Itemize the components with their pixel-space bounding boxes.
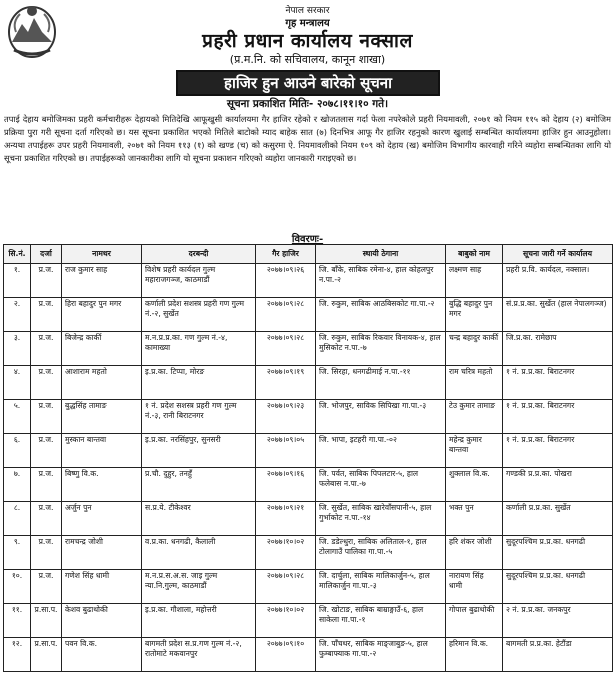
cell-posting: १ नं. प्रदेश सशस्त्र प्रहरी गण गुल्म नं.-३, रानी बिराटनगर: [142, 400, 256, 434]
cell-issuing-office: १ नं. प्र.प्र.का. बिराटनगर: [503, 400, 613, 434]
cell-absent-date: २०७७।०९।२३: [256, 400, 316, 434]
cell-absent-date: २०७७।१०।०२: [256, 604, 316, 638]
office-subtitle: (प्र.म.नि. को सचिवालय, कानून शाखा): [229, 53, 386, 66]
cell-serial: १२.: [4, 638, 31, 672]
cell-rank: प्र.ज.: [31, 332, 62, 366]
cell-posting: इ.प्र.का. गौशाला, महोत्तरी: [142, 604, 256, 638]
cell-posting: कर्णाली प्रदेश सशस्त्र प्रहरी गण गुल्म नं.-२, सुर्खेत: [142, 298, 256, 332]
cell-issuing-office: कर्णाली प्र.प्र.का. सुर्खेत: [503, 502, 613, 536]
cell-serial: ५.: [4, 400, 31, 434]
cell-address: जि. पाँचथर, साबिक माङ्जाबुङ-५, हाल फुम्बाफ्याक गा.पा.-२: [316, 638, 446, 672]
cell-name: अर्जुन पुन: [62, 502, 142, 536]
cell-serial: ९.: [4, 536, 31, 570]
cell-serial: ७.: [4, 468, 31, 502]
table-row: [4, 502, 613, 536]
cell-name: गणेश सिंह धामी: [62, 570, 142, 604]
cell-name: बुद्धसिंह तामाङ: [62, 400, 142, 434]
cell-rank: प्र.ज.: [31, 536, 62, 570]
cell-posting: प्र.चौ. दुहुर, तनहुँ: [142, 468, 256, 502]
cell-address: जि. दार्चुला, साबिक मालिकार्जुन-५, हाल मालिकार्जुन गा.पा.-३: [316, 570, 446, 604]
cell-rank: प्र.ज.: [31, 502, 62, 536]
cell-father-name: गोपाल बुढाथोकी: [446, 604, 503, 638]
cell-father-name: हरि शंकर जोशी: [446, 536, 503, 570]
cell-absent-date: २०७७।०९।२८: [256, 332, 316, 366]
cell-name: रामचन्द्र जोशी: [62, 536, 142, 570]
cell-father-name: नारायण सिंह धामी: [446, 570, 503, 604]
table-row: [4, 468, 613, 502]
table-row: [4, 366, 613, 400]
cell-rank: प्र.ज.: [31, 400, 62, 434]
ministry-name: गृह मन्त्रालय: [285, 18, 330, 29]
table-row: [4, 298, 613, 332]
cell-posting: म.न.प्र.प्र.का. गण गुल्म नं.-४, कामाख्या: [142, 332, 256, 366]
cell-serial: १.: [4, 264, 31, 298]
cell-absent-date: २०७७।०९।२८: [256, 570, 316, 604]
cell-rank: प्र.ज.: [31, 570, 62, 604]
cell-serial: ४.: [4, 366, 31, 400]
table-row: [4, 434, 613, 468]
notice-title: हाजिर हुन आउने बारेको सूचना: [176, 70, 440, 96]
cell-issuing-office: बागमती प्र.प्र.का. हेटौंडा: [503, 638, 613, 672]
cell-issuing-office: सुदूरपश्चिम प्र.प्र.का. धनगढी: [503, 570, 613, 604]
absentee-table: [3, 244, 613, 672]
cell-name: आशाराम महतो: [62, 366, 142, 400]
cell-absent-date: २०७७।०९।२६: [256, 264, 316, 298]
cell-address: जि. बाँके, साबिक रमेना-४, हाल कोहलपुर न.पा.-२: [316, 264, 446, 298]
cell-rank: प्र.सा.प.: [31, 604, 62, 638]
table-row: [4, 604, 613, 638]
cell-issuing-office: गण्डकी प्र.प्र.का. पोखरा: [503, 468, 613, 502]
cell-issuing-office: १ नं. प्र.प्र.का. बिराटनगर: [503, 434, 613, 468]
cell-serial: ६.: [4, 434, 31, 468]
cell-serial: २.: [4, 298, 31, 332]
cell-address: जि. पर्वत, साबिक पिपलटार-५, हाल फलेबास न.पा.-७: [316, 468, 446, 502]
cell-rank: प्र.ज.: [31, 264, 62, 298]
cell-name: बिष्णु वि.क.: [62, 468, 142, 502]
cell-absent-date: २०७७।०९।०५: [256, 434, 316, 468]
cell-rank: प्र.ज.: [31, 366, 62, 400]
cell-rank: प्र.ज.: [31, 468, 62, 502]
details-heading: विवरणः-: [291, 234, 324, 245]
cell-name: बिजेन्द्र कार्की: [62, 332, 142, 366]
table-row: [4, 570, 613, 604]
cell-rank: प्र.ज.: [31, 434, 62, 468]
column-header-rank: दर्जा: [31, 245, 62, 264]
cell-address: जि. डडेल्धुरा, साबिक अलिताल-१, हाल टोलागाउँ पालिका गा.पा.-५: [316, 536, 446, 570]
table-row: [4, 638, 613, 672]
column-header-name: नामथर: [62, 245, 142, 264]
table-row: [4, 536, 613, 570]
cell-address: जि. भोजपुर, साविक सिपिखा गा.पा.-३: [316, 400, 446, 434]
cell-issuing-office: प्रहरी प्र.वि. कार्यदल, नक्साल।: [503, 264, 613, 298]
cell-father-name: शुक्लाल वि.क.: [446, 468, 503, 502]
cell-name: राज कुमार साह: [62, 264, 142, 298]
column-header-issuing-office: सूचना जारी गर्ने कार्यालय: [503, 245, 613, 264]
cell-absent-date: २०७७।१०।०२: [256, 536, 316, 570]
cell-posting: बागमती प्रदेश स.प्र.गण गुल्म नं.-२, रातोमाटे मकवानपुर: [142, 638, 256, 672]
cell-issuing-office: २ नं. प्र.प्र.का. जनकपुर: [503, 604, 613, 638]
cell-rank: प्र.सा.प.: [31, 638, 62, 672]
cell-name: हिरा बहादुर पुन मगर: [62, 298, 142, 332]
table-body: [4, 264, 613, 672]
cell-address: जि. भापा, इटहरी गा.पा.-०२: [316, 434, 446, 468]
cell-posting: इ.प्र.का. नरसिंहपुर, सुनसरी: [142, 434, 256, 468]
table-row: [4, 400, 613, 434]
cell-posting: विशेष प्रहरी कार्यदल गुल्म महाराजगञ्ज, काठमाडौं: [142, 264, 256, 298]
table-row: [4, 264, 613, 298]
cell-posting: म.न.प्र.स.अ.स. जाइ गुल्म न्या.नि.गुल्म, काठमाडौं: [142, 570, 256, 604]
cell-address: जि. रुकुम, साबिक आठबिसकोट गा.पा.-२: [316, 298, 446, 332]
cell-father-name: लक्ष्मण साह: [446, 264, 503, 298]
cell-posting: स.प्र.ये. टीकेश्वर: [142, 502, 256, 536]
notice-body: तपाई देहाय बमोजिमका प्रहरी कर्मचारीहरू देहायको मितिदेखि आफूखुसी कार्यालयमा गैर हाजिर रहेको र खोजतलास गर्दा फेला नपरेकोले प्रहरी नियमावली, २०७१ को नियम ११५ को देहाय (२) बमोजिम प्रक्रिया पुरा गरी सूचना दर्ता गरिएको छ। यस सूचना प्रकाशित भएको मितिले बाटोको म्याद बाहेक सात (७) दिनभित्र आफू गैर हाजिर रहनुको कारण खुलाई सम्बन्धित कार्यालयमा हाजिर हुन आउनुहोला। अन्यथा तपाईहरू उपर प्रहरी नियमावली, २०७१ को नियम ११३ (१) को खण्ड (च) को कसुरमा ऐ. नियमावलीको नियम १०९ को देहाय (ख) बमोजिम विभागीय कारवाही गरिने व्यहोरा सम्बन्धितका लागि यो सूचना प्रकाशित गरिएको छ। तपाईहरूको जानकारीका लागि यो सूचना प्रकाशन गरिएको व्यहोरा जानकारी गराइएको छ।: [4, 114, 611, 163]
cell-serial: ८.: [4, 502, 31, 536]
cell-posting: व.प्र.का. धनगढी, कैलाली: [142, 536, 256, 570]
cell-name: मुस्कान बान्तवा: [62, 434, 142, 468]
cell-absent-date: २०७७।०९।१६: [256, 468, 316, 502]
cell-name: पवन वि.क.: [62, 638, 142, 672]
cell-rank: प्र.ज.: [31, 298, 62, 332]
publication-date: सूचना प्रकाशित मितिः- २०७८।११।१० गते।: [226, 98, 389, 110]
cell-father-name: बुद्धि बहादुर पुन मगर: [446, 298, 503, 332]
cell-father-name: चन्द्र बहादुर कार्की: [446, 332, 503, 366]
cell-absent-date: २०७७।०९।२८: [256, 298, 316, 332]
column-header-posting: दरबन्दी: [142, 245, 256, 264]
cell-father-name: राम चरित्र महतो: [446, 366, 503, 400]
cell-father-name: हरिमान वि.क.: [446, 638, 503, 672]
cell-issuing-office: सं.प्र.प्र.का. सुर्खेत (हाल नेपालगञ्ज): [503, 298, 613, 332]
cell-name: केशव बुढाथोकी: [62, 604, 142, 638]
cell-issuing-office: जि.प्र.का. रामेछाप: [503, 332, 613, 366]
cell-address: जि. रुकुम, साबिक रिकवार विनायक-४, हाल मुसिकोट न.पा.-७: [316, 332, 446, 366]
cell-absent-date: २०७७।०९।१०: [256, 638, 316, 672]
cell-father-name: भक्त पुन: [446, 502, 503, 536]
cell-serial: ३.: [4, 332, 31, 366]
government-name: नेपाल सरकार: [285, 6, 330, 16]
cell-address: जि. सिरहा, धनगढीमाई न.पा.-११: [316, 366, 446, 400]
column-header-serial: सि.नं.: [4, 245, 31, 264]
cell-address: जि. सुर्खेत, साबिक खारेवाँसपानी-५, हाल गुर्भाकोट न.पा.-१४: [316, 502, 446, 536]
table-row: [4, 332, 613, 366]
cell-absent-date: २०७७।०९।२१: [256, 502, 316, 536]
cell-posting: इ.प्र.का. टिप्पा, मोरङ: [142, 366, 256, 400]
column-header-father-name: बाबुको नाम: [446, 245, 503, 264]
cell-father-name: महेन्द्र कुमार बान्तवा: [446, 434, 503, 468]
cell-issuing-office: १ नं. प्र.प्र.का. बिराटनगर: [503, 366, 613, 400]
cell-issuing-office: सुदूरपश्चिम प्र.प्र.का. धनगढी: [503, 536, 613, 570]
cell-address: जि. खोटाङ, साबिक बाम्राङ्गाउँ-६, हाल साकेला गा.पा.-१: [316, 604, 446, 638]
office-title: प्रहरी प्रधान कार्यालय नक्साल: [202, 30, 413, 52]
column-header-address: स्थायी ठेगाना: [316, 245, 446, 264]
cell-serial: ११.: [4, 604, 31, 638]
table-header-row: [4, 245, 613, 264]
cell-absent-date: २०७७।०९।१९: [256, 366, 316, 400]
cell-serial: १०.: [4, 570, 31, 604]
cell-father-name: टेउ कुमार तामाङ: [446, 400, 503, 434]
column-header-absent-date: गैर हाजिर: [256, 245, 316, 264]
